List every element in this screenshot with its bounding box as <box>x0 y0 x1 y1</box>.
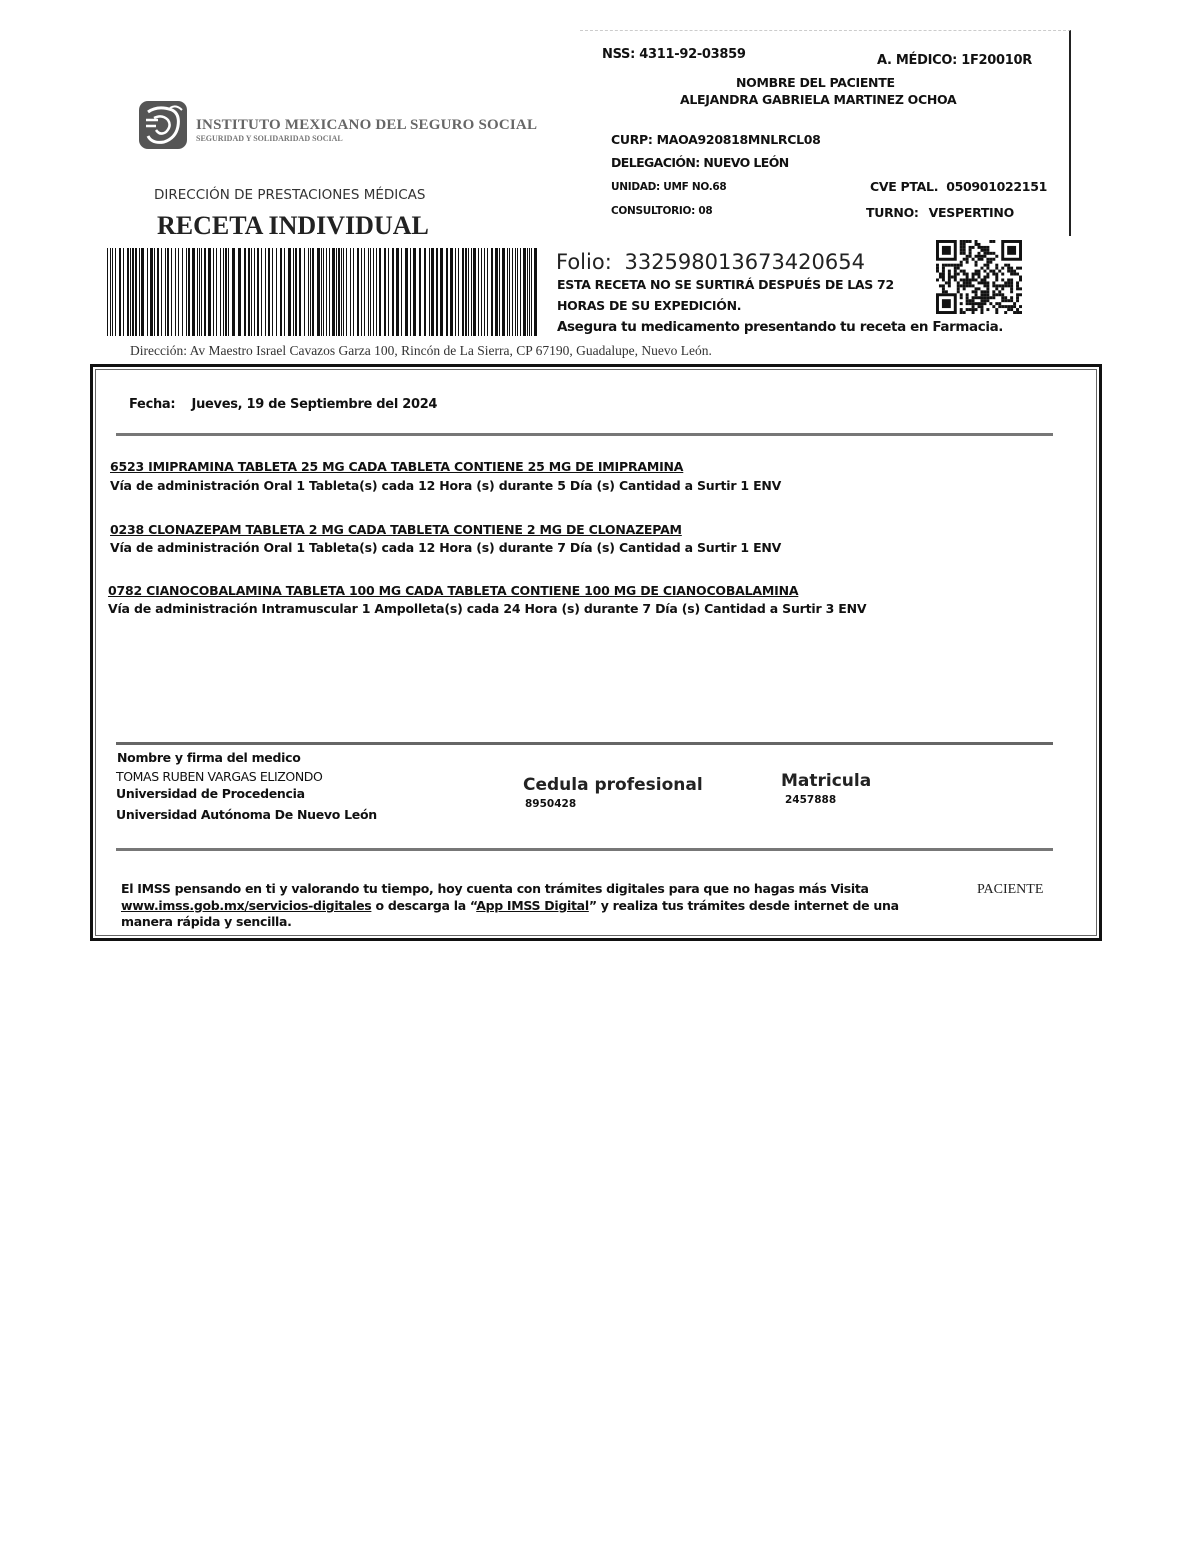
imss-logo <box>138 100 188 150</box>
qr-code <box>936 240 1022 314</box>
rx-1-detail: Vía de administración Oral 1 Tableta(s) cada 12 Hora (s) durante 5 Día (s) Cantidad a Surtir 1 ENV <box>110 478 782 493</box>
fecha-label: Fecha: <box>129 397 176 412</box>
university-label: Universidad de Procedencia <box>116 786 305 801</box>
department: DIRECCIÓN DE PRESTACIONES MÉDICAS <box>154 187 426 203</box>
barcode <box>107 248 539 336</box>
delegacion: DELEGACIÓN: NUEVO LEÓN <box>611 155 789 170</box>
turno-value: VESPERTINO <box>928 205 1014 220</box>
copy-label: PACIENTE <box>977 882 1044 897</box>
footer-text: ” y realiza tus trámites desde internet de una <box>588 898 899 913</box>
patient-name: ALEJANDRA GABRIELA MARTINEZ OCHOA <box>680 92 957 107</box>
doc-title: RECETA INDIVIDUAL <box>157 211 429 240</box>
turno <box>866 205 1014 220</box>
notice-line-3: Asegura tu medicamento presentando tu receta en Farmacia. <box>557 319 1004 335</box>
folio <box>556 250 865 274</box>
turno-label: TURNO: <box>866 205 919 220</box>
divider <box>116 742 1053 745</box>
app-imss-link[interactable]: App IMSS Digital <box>476 898 589 913</box>
cve-ptal-label: CVE PTAL. <box>870 179 939 194</box>
notice-line-2: HORAS DE SU EXPEDICIÓN. <box>557 298 742 313</box>
footer-text: o descarga la “ <box>371 898 477 913</box>
footer-line-2 <box>121 898 899 913</box>
notice-line-1: ESTA RECETA NO SE SURTIRÁ DESPUÉS DE LAS 72 <box>557 277 894 292</box>
rx-1-title: 6523 IMIPRAMINA TABLETA 25 MG CADA TABLETA CONTIENE 25 MG DE IMIPRAMINA <box>110 459 684 474</box>
fecha <box>129 397 437 412</box>
rx-3-detail: Vía de administración Intramuscular 1 Ampolleta(s) cada 24 Hora (s) durante 7 Día (s) Cantidad a Surtir 3 ENV <box>108 601 867 616</box>
footer-line-1: El IMSS pensando en ti y valorando tu tiempo, hoy cuenta con trámites digitales para que no hagas más Visita <box>121 881 869 896</box>
institution-subtitle: SEGURIDAD Y SOLIDARIDAD SOCIAL <box>196 134 343 143</box>
doctor-sign-label: Nombre y firma del medico <box>117 750 301 765</box>
rx-2-title: 0238 CLONAZEPAM TABLETA 2 MG CADA TABLETA CONTIENE 2 MG DE CLONAZEPAM <box>110 522 682 537</box>
institution-name: INSTITUTO MEXICANO DEL SEGURO SOCIAL <box>196 117 538 133</box>
cedula-value: 8950428 <box>525 798 577 810</box>
university: Universidad Autónoma De Nuevo León <box>116 807 377 822</box>
footer-line-3: manera rápida y sencilla. <box>121 914 292 929</box>
curp: CURP: MAOA920818MNLRCL08 <box>611 132 821 147</box>
matricula-label: Matricula <box>781 771 872 791</box>
address: Dirección: Av Maestro Israel Cavazos Garza 100, Rincón de La Sierra, CP 67190, Guadalupe, Nuevo León. <box>130 343 712 358</box>
unidad: UNIDAD: UMF NO.68 <box>611 181 727 193</box>
rx-2-detail: Vía de administración Oral 1 Tableta(s) cada 12 Hora (s) durante 7 Día (s) Cantidad a Surtir 1 ENV <box>110 540 782 555</box>
matricula-value: 2457888 <box>785 794 837 806</box>
patient-name-label: NOMBRE DEL PACIENTE <box>736 75 895 90</box>
folio-value: 332598013673420654 <box>624 250 865 274</box>
divider <box>116 433 1053 436</box>
nss: NSS: 4311-92-03859 <box>602 47 746 62</box>
rx-3-title: 0782 CIANOCOBALAMINA TABLETA 100 MG CADA TABLETA CONTIENE 100 MG DE CIANOCOBALAMINA <box>108 583 799 598</box>
doctor-name: TOMAS RUBEN VARGAS ELIZONDO <box>116 769 323 784</box>
imss-services-link[interactable]: www.imss.gob.mx/servicios-digitales <box>121 898 372 913</box>
fecha-value: Jueves, 19 de Septiembre del 2024 <box>191 397 438 412</box>
folio-label: Folio: <box>556 250 612 274</box>
cve-ptal <box>870 179 1047 194</box>
divider <box>116 848 1053 851</box>
consultorio: CONSULTORIO: 08 <box>611 205 713 217</box>
medico-code: A. MÉDICO: 1F20010R <box>877 53 1032 68</box>
cedula-label: Cedula profesional <box>523 775 703 795</box>
cve-ptal-value: 050901022151 <box>946 179 1047 194</box>
